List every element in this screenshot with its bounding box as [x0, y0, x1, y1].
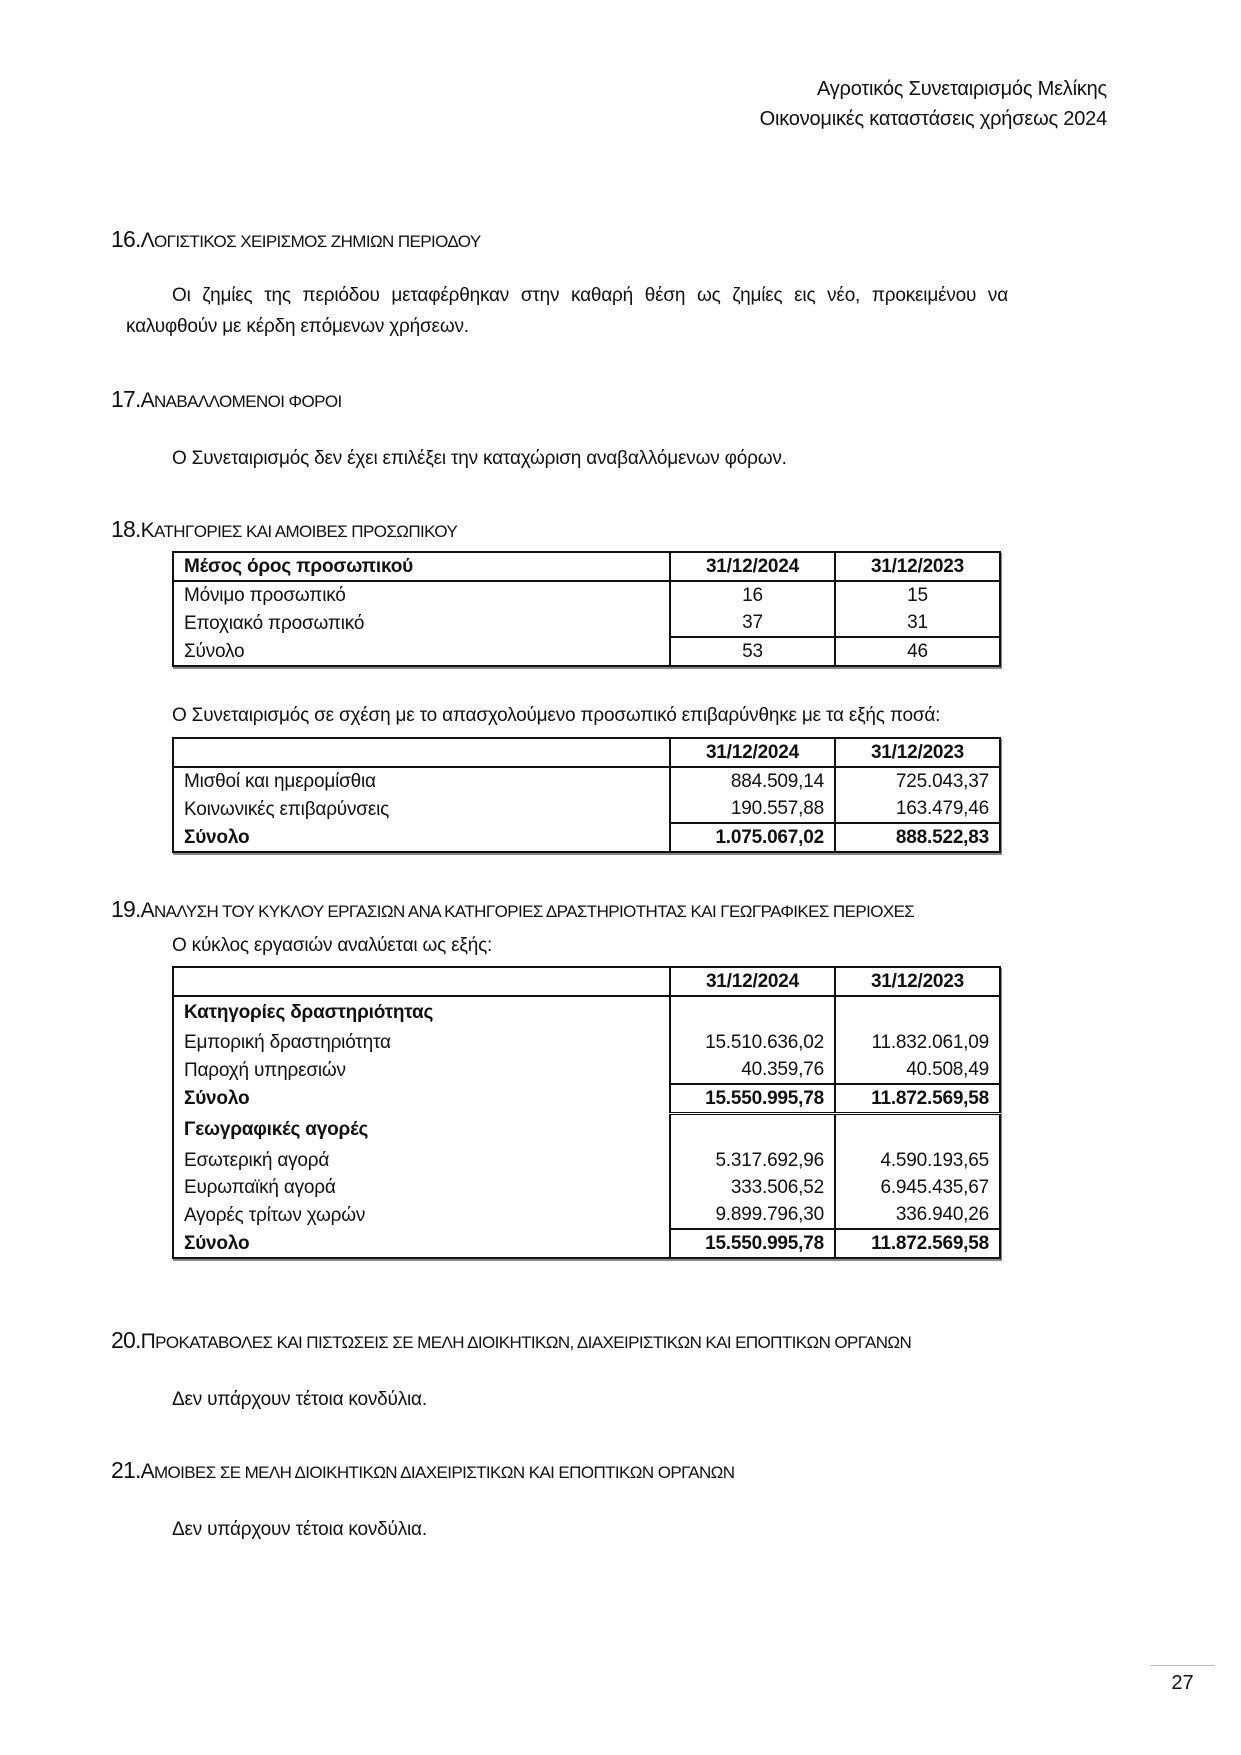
table-header-row — [173, 552, 1000, 581]
table-header-row — [173, 967, 1000, 996]
row-label: Αγορές τρίτων χωρών — [173, 1201, 670, 1229]
cell-value: 40.508,49 — [906, 1059, 989, 1080]
section-21-heading — [111, 1457, 734, 1484]
cell-value: 1.075.067,02 — [670, 823, 835, 852]
cell-value: 15.550.995,78 — [670, 1229, 835, 1258]
table-total-row — [173, 1084, 1000, 1114]
section-title-initial: Λ — [140, 229, 155, 252]
cell-value: 4.590.193,65 — [880, 1150, 989, 1171]
column-header: 31/12/2023 — [835, 552, 1000, 581]
column-header — [173, 738, 670, 767]
organization-name: Αγροτικός Συνεταιρισμός Μελίκης — [816, 78, 1107, 100]
cell-value: 11.832.061,09 — [871, 1032, 989, 1053]
turnover-intro: Ο κύκλος εργασιών αναλύεται ως εξής: — [172, 935, 493, 956]
cell-value: 725.043,37 — [895, 771, 989, 792]
section-number: 20. — [111, 1327, 141, 1353]
table-total-row — [173, 1229, 1000, 1258]
cell-value: 15.550.995,78 — [670, 1084, 835, 1114]
cell-value: 37 — [670, 609, 835, 637]
row-label: Σύνολο — [173, 1229, 670, 1258]
section-19-heading — [111, 896, 914, 923]
category-title: Κατηγορίες δραστηριότητας — [173, 996, 670, 1029]
cell-value: 333.506,52 — [670, 1174, 835, 1201]
row-label: Μόνιμο προσωπικό — [173, 581, 670, 609]
row-label: Κοινωνικές επιβαρύνσεις — [173, 795, 670, 823]
turnover-table — [172, 966, 1001, 1259]
section-title-initial: Κ — [140, 519, 154, 542]
staff-cost-table — [172, 737, 1001, 853]
section-number: 17. — [111, 386, 141, 412]
column-header: 31/12/2024 — [670, 552, 835, 581]
cell-value: 46 — [835, 637, 1000, 666]
table-row — [173, 581, 1000, 609]
row-label: Σύνολο — [173, 1084, 670, 1114]
category-heading-row — [173, 996, 1000, 1029]
table-row — [173, 767, 1000, 795]
row-label: Μισθοί και ημερομίσθια — [173, 767, 670, 795]
section-title: ΝΑΒΑΛΛΟΜΕΝΟΙ ΦΟΡΟΙ — [154, 392, 342, 411]
section-17-body: Ο Συνεταιρισμός δεν έχει επιλέξει την καταχώριση αναβαλλόμενων φόρων. — [172, 448, 787, 469]
section-20-body: Δεν υπάρχουν τέτοια κονδύλια. — [172, 1389, 427, 1410]
cell-value: 9.899.796,30 — [670, 1201, 835, 1229]
staff-count-table — [172, 551, 1001, 667]
section-title: ΜΟΙΒΕΣ ΣΕ ΜΕΛΗ ΔΙΟΙΚΗΤΙΚΩΝ ΔΙΑΧΕΙΡΙΣΤΙΚΩΝ ΚΑΙ ΕΠΟΠΤΙΚΩΝ ΟΡΓΑΝΩΝ — [154, 1463, 735, 1482]
column-header — [173, 967, 670, 996]
row-label: Ευρωπαϊκή αγορά — [173, 1174, 670, 1201]
cell-value: 884.509,14 — [670, 767, 835, 795]
cell-value: 11.872.569,58 — [835, 1229, 1000, 1258]
table-total-row — [173, 823, 1000, 852]
page-header — [760, 74, 1107, 134]
row-label: Εσωτερική αγορά — [173, 1147, 670, 1174]
column-header: 31/12/2023 — [835, 967, 1000, 996]
cell-value: 31 — [907, 612, 928, 633]
table-row — [173, 1201, 1000, 1229]
cell-value: 888.522,83 — [835, 823, 1000, 852]
row-label: Εμπορική δραστηριότητα — [173, 1029, 670, 1056]
section-title: ΑΤΗΓΟΡΙΕΣ ΚΑΙ ΑΜΟΙΒΕΣ ΠΡΟΣΩΠΙΚΟΥ — [154, 522, 458, 541]
cell-value: 336.940,26 — [895, 1204, 989, 1225]
table-row — [173, 1056, 1000, 1084]
column-header: 31/12/2024 — [670, 967, 835, 996]
section-title-initial: Α — [140, 1460, 154, 1483]
section-number: 16. — [111, 226, 141, 252]
cell-value: 5.317.692,96 — [670, 1147, 835, 1174]
category-title: Γεωγραφικές αγορές — [173, 1114, 670, 1148]
section-title-initial: Α — [140, 899, 154, 922]
cell-value: 53 — [670, 637, 835, 666]
table-row — [173, 609, 1000, 637]
row-label: Σύνολο — [173, 637, 670, 666]
table-row — [173, 1174, 1000, 1201]
table-row — [173, 1147, 1000, 1174]
cell-value: 11.872.569,58 — [835, 1084, 1000, 1114]
section-17-heading — [111, 386, 342, 413]
section-16-body: Οι ζημίες της περιόδου μεταφέρθηκαν στην καθαρή θέση ως ζημίες εις νέο, προκειμένου να καλυφθούν με κέρδη επόμενων χρήσεων. — [126, 285, 1008, 337]
cell-value: 16 — [670, 581, 835, 609]
section-title: ΡΟΚΑΤΑΒΟΛΕΣ ΚΑΙ ΠΙΣΤΩΣΕΙΣ ΣΕ ΜΕΛΗ ΔΙΟΙΚΗΤΙΚΩΝ, ΔΙΑΧΕΙΡΙΣΤΙΚΩΝ ΚΑΙ ΕΠΟΠΤΙΚΩΝ ΟΡΓΑΝΩΝ — [155, 1333, 912, 1352]
cell-value: 15.510.636,02 — [670, 1029, 835, 1056]
section-18-heading — [111, 516, 457, 543]
staff-cost-intro: Ο Συνεταιρισμός σε σχέση με το απασχολούμενο προσωπικό επιβαρύνθηκε με τα εξής ποσά: — [172, 705, 941, 726]
section-number: 19. — [111, 896, 141, 922]
column-header: 31/12/2024 — [670, 738, 835, 767]
section-title: ΝΑΛΥΣΗ ΤΟΥ ΚΥΚΛΟΥ ΕΡΓΑΣΙΩΝ ΑΝΑ ΚΑΤΗΓΟΡΙΕΣ ΔΡΑΣΤΗΡΙΟΤΗΤΑΣ ΚΑΙ ΓΕΩΓΡΑΦΙΚΕΣ ΠΕΡΙΟΧΕΣ — [154, 902, 915, 921]
cell-value: 15 — [907, 585, 928, 606]
section-20-heading — [111, 1327, 911, 1354]
document-title: Οικονομικές καταστάσεις χρήσεως 2024 — [759, 108, 1107, 130]
column-header: 31/12/2023 — [835, 738, 1000, 767]
row-label: Εποχιακό προσωπικό — [173, 609, 670, 637]
table-total-row — [173, 637, 1000, 666]
section-21-body: Δεν υπάρχουν τέτοια κονδύλια. — [172, 1519, 427, 1540]
footer-divider — [1150, 1665, 1215, 1666]
page-number: 27 — [1171, 1672, 1194, 1694]
section-number: 18. — [111, 516, 141, 542]
section-title-initial: Π — [140, 1330, 156, 1353]
table-header-row — [173, 738, 1000, 767]
section-number: 21. — [111, 1457, 141, 1483]
section-title-initial: Α — [140, 389, 154, 412]
section-16-heading — [111, 226, 481, 253]
column-header: Μέσος όρος προσωπικού — [173, 552, 670, 581]
table-row — [173, 1029, 1000, 1056]
cell-value: 190.557,88 — [670, 795, 835, 823]
row-label: Σύνολο — [173, 823, 670, 852]
category-heading-row — [173, 1114, 1000, 1148]
cell-value: 163.479,46 — [895, 798, 989, 819]
cell-value: 6.945.435,67 — [880, 1177, 989, 1198]
section-title: ΟΓΙΣΤΙΚΟΣ ΧΕΙΡΙΣΜΟΣ ΖΗΜΙΩΝ ΠΕΡΙΟΔΟΥ — [154, 232, 481, 251]
row-label: Παροχή υπηρεσιών — [173, 1056, 670, 1084]
table-row — [173, 795, 1000, 823]
cell-value: 40.359,76 — [670, 1056, 835, 1084]
